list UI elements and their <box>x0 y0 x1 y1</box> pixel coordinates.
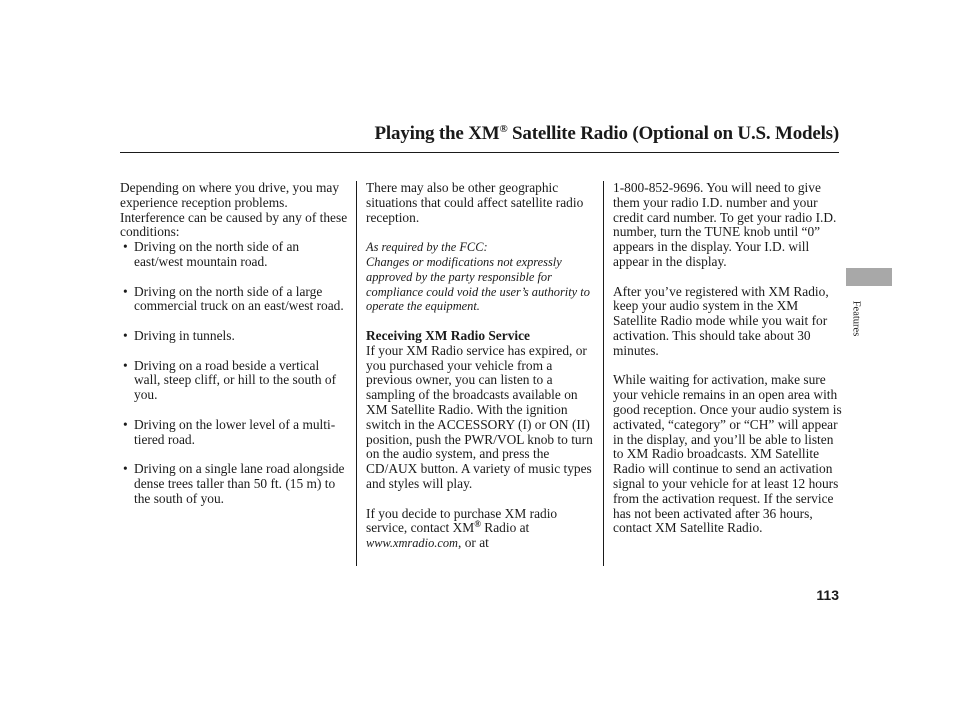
section-heading: Receiving XM Radio Service <box>366 327 530 343</box>
page-number: 113 <box>816 587 839 603</box>
bullet-icon: • <box>123 416 128 432</box>
column-divider-2 <box>603 181 604 566</box>
bullet-icon: • <box>123 357 128 373</box>
purchase-text-mid: Radio at <box>480 520 530 536</box>
page-title <box>120 123 839 145</box>
list-item-text: Driving in tunnels. <box>134 327 235 343</box>
registered-mark: ® <box>474 519 481 530</box>
bullet-icon: • <box>123 239 128 255</box>
fcc-notice-title: As required by the FCC: <box>366 240 488 255</box>
fcc-notice <box>366 240 599 314</box>
list-item <box>120 418 348 448</box>
purchase-text: If you decide to purchase XM radio service, contact XM <box>366 505 558 536</box>
list-item-text: Driving on the north side of a large commercial truck on an east/west road. <box>134 283 344 314</box>
bullet-icon: • <box>123 327 128 343</box>
bullet-icon: • <box>123 283 128 299</box>
bullet-icon: • <box>123 461 128 477</box>
registration-paragraph: After you’ve registered with XM Radio, keep your audio system in the XM Satellite Radio mode while you wait for activation. This should take about 30 minutes. <box>613 283 829 358</box>
website-link[interactable]: www.xmradio.com <box>366 536 459 551</box>
column-1 <box>120 181 348 521</box>
geographic-paragraph: There may also be other geographic situations that could affect satellite radio reception. <box>366 180 584 225</box>
purchase-text-end: , or at <box>458 535 489 551</box>
column-3 <box>613 181 843 536</box>
column-divider-1 <box>356 181 357 566</box>
section-label: Features <box>850 300 862 337</box>
header-rule <box>120 152 839 153</box>
registered-mark: ® <box>499 123 508 135</box>
list-item <box>120 359 348 403</box>
service-paragraph: If your XM Radio service has expired, or you purchased your vehicle from a previous owner, you can listen to a sampling of the broadcasts available on XM Satellite Radio. With the ignition switch in the ACCESSORY (I) or ON (II) position, push the PWR/VOL knob to turn on the audio system, and press the CD/AUX button. A variety of music types and styles will play. <box>366 342 593 491</box>
fcc-notice-text: Changes or modifications not expressly approved by the party responsible for compliance could void the user’s authority to operate the equipment. <box>366 254 590 314</box>
list-item-text: Driving on the lower level of a multi-tiered road. <box>134 416 336 447</box>
list-item-text: Driving on a single lane road alongside dense trees taller than 50 ft. (15 m) to the south of you. <box>134 461 345 506</box>
list-item-text: Driving on the north side of an east/west mountain road. <box>134 239 300 269</box>
conditions-list <box>120 240 348 506</box>
column-2 <box>366 181 599 551</box>
list-item-text: Driving on a road beside a vertical wall, steep cliff, or hill to the south of you. <box>134 357 337 403</box>
activation-paragraph: While waiting for activation, make sure your vehicle remains in an open area with good reception. Once your audio system is activated, “category” or “CH” will appear in the display, and you’ll be able to listen to XM Radio broadcasts. XM Satellite Radio will continue to send an activation signal to your vehicle for at least 12 hours from the activation request. If the service has not been activated after 36 hours, contact XM Satellite Radio. <box>613 372 842 536</box>
purchase-paragraph <box>366 507 599 551</box>
list-item <box>120 285 348 315</box>
list-item <box>120 462 348 506</box>
list-item <box>120 240 348 270</box>
intro-paragraph: Depending on where you drive, you may experience reception problems. Interference can be caused by any of these conditions: <box>120 180 348 240</box>
phone-paragraph: 1-800-852-9696. You will need to give them your radio I.D. number and your credit card number. To get your radio I.D. number, turn the TUNE knob until “0” appears in the display. Your I.D. will appear in the display. <box>613 180 837 269</box>
title-text: Playing the XM <box>374 123 500 144</box>
title-text-rest: Satellite Radio (Optional on U.S. Models) <box>507 123 839 144</box>
section-tab <box>846 268 892 286</box>
list-item <box>120 329 348 344</box>
